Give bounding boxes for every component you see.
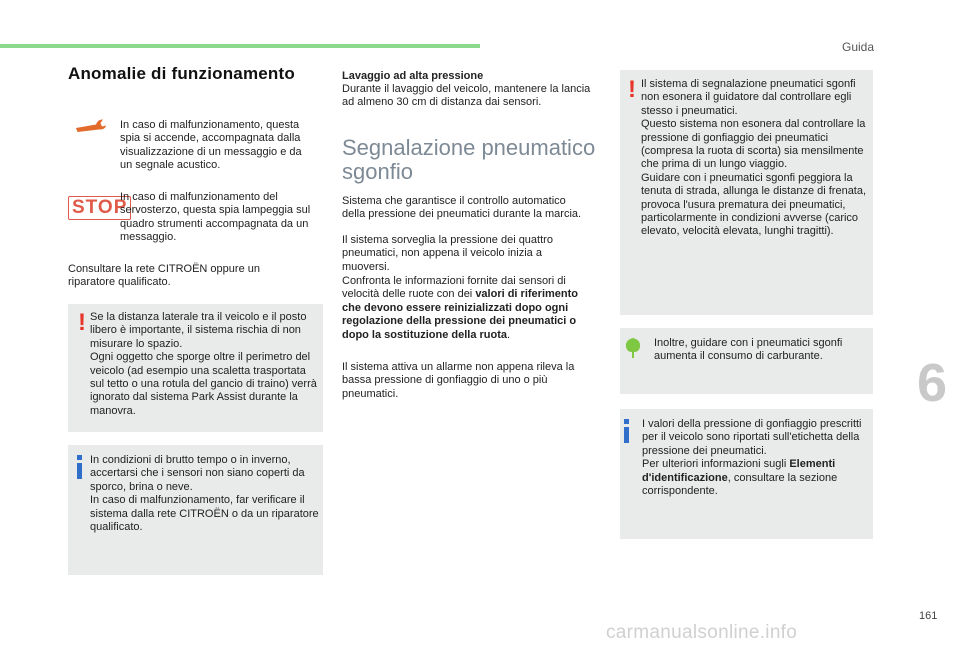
chapter-number: 6 xyxy=(917,353,948,413)
tire-p1: Sistema che garantisce il controllo automatico della pressione dei pneumatici durante la marcia. xyxy=(342,195,582,221)
info-icon xyxy=(76,454,84,485)
exclamation-icon: ! xyxy=(78,309,86,336)
tire-p3-bold: valori di riferimento che devono essere reinizializzati dopo ogni regolazione della pressione dei pneumatici o dopo la sostituzione della ruota xyxy=(342,288,579,341)
section-header: Guida xyxy=(842,40,875,54)
warning-box-park-assist xyxy=(68,304,323,432)
warning-text: Se la distanza laterale tra il veicolo e il posto libero è importante, il sistema rischia di non misurare lo spazio. Ogni oggetto che sporge oltre il perimetro del veicolo (ad esempio una scaletta trasportata sul tetto o una rotula del gancio di traino) verrà ignorato dal sistema Park Assist durante la manovra. xyxy=(90,311,317,417)
identification-link[interactable]: Elementi d'identificazione xyxy=(642,458,836,484)
watermark: carmanualsonline.info xyxy=(606,622,798,643)
tire-info-text xyxy=(642,418,870,498)
tire-info-lead: I valori della pressione di gonfiaggio prescritti per il veicolo sono riportati sull'etichetta della pressione dei pneumatici. Per ulteriori informazioni sugli xyxy=(642,418,862,471)
wash-text: Durante il lavaggio del veicolo, mantenere la lancia ad almeno 30 cm di distanza dai sensori. xyxy=(342,83,591,109)
consult-text: Consultare la rete CITROËN oppure un riparatore qualificato. xyxy=(68,263,260,289)
tire-warning-text: Il sistema di segnalazione pneumatici sgonfi non esonera il guidatore dal controllare egli stesso i pneumatici. Questo sistema non esonera dal controllare la pressione di gonfiaggio dei pneumatici (compresa la ruota di scorta) sia mensilmente che prima di un lungo viaggio. Guidare con i pneumatici sgonfi peggiora la tenuta di strada, allunga le distanze di frenata, provoca l'usura prematura dei pneumatici, particolarmente in condizioni avverse (carico elevato, velocità elevata, lunghi tragitti). xyxy=(641,78,867,238)
tire-p3 xyxy=(342,275,590,342)
section-title: Anomalie di funzionamento xyxy=(68,64,295,83)
wrench-icon xyxy=(74,118,108,139)
info-text: In condizioni di brutto tempo o in inverno, accertarsi che i sensori non siano coperti da sporco, brina o neve. In caso di malfunzionamento, far verificare il sistema dalla rete CITROËN o da un riparatore qualificato. xyxy=(90,454,319,534)
info-icon xyxy=(623,418,631,449)
wash-title: Lavaggio ad alta pressione xyxy=(342,70,484,82)
wrench-warning-text: In caso di malfunzionamento, questa spia si accende, accompagnata dalla visualizzazione di un messaggio e da un segnale acustico. xyxy=(120,119,302,172)
eco-text: Inoltre, guidare con i pneumatici sgonfi aumenta il consumo di carburante. xyxy=(654,337,843,363)
tire-p4: Il sistema attiva un allarme non appena rileva la bassa pressione di gonfiaggio di uno o più pneumatici. xyxy=(342,361,575,400)
tire-p3-lead: Confronta le informazioni fornite dai sensori di velocità delle ruote con dei xyxy=(342,275,566,301)
warning-box-tire xyxy=(620,70,873,315)
tire-info-end: , consultare la sezione corrispondente. xyxy=(642,471,838,498)
heading-line-1: Segnalazione pneumatico xyxy=(342,135,596,160)
page-number: 161 xyxy=(919,610,938,622)
stop-warning-icon: STOP xyxy=(68,196,131,220)
eco-box xyxy=(620,328,873,394)
exclamation-icon: ! xyxy=(628,76,636,103)
stop-warning-text: In caso di malfunzionamento del servosterzo, questa spia lampeggia sul quadro strumenti accompagnata da un messaggio. xyxy=(120,191,311,244)
tire-p3-end: . xyxy=(507,328,511,341)
info-box-tire xyxy=(620,409,873,539)
header-accent-bar xyxy=(0,44,480,48)
tire-p2: Il sistema sorveglia la pressione dei quattro pneumatici, non appena il veicolo inizia a muoversi. xyxy=(342,234,553,273)
info-box-weather xyxy=(68,445,323,575)
heading-line-2: sgonfio xyxy=(342,159,413,184)
eco-leaf-icon xyxy=(623,337,643,364)
tire-pressure-heading xyxy=(342,136,595,184)
